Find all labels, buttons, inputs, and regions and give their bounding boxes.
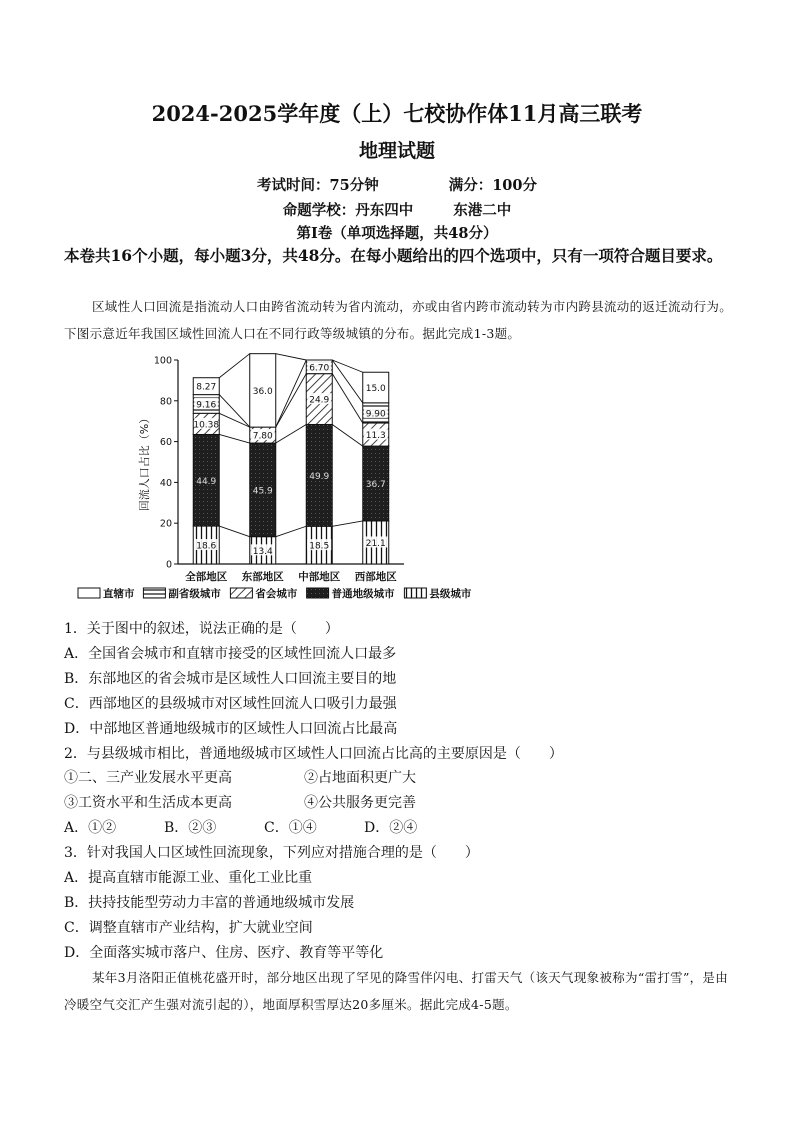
data-label: 10.38 (193, 420, 220, 431)
y-tick-label: 60 (159, 437, 172, 449)
data-label: 44.9 (196, 476, 217, 487)
segment-connector (219, 395, 250, 428)
exam-title: 2024-2025学年度（上）七校协作体11月高三联考 (151, 101, 643, 126)
data-label: 11.3 (365, 431, 386, 442)
setter-schools (0, 199, 794, 220)
data-label: 9.90 (365, 409, 386, 420)
question-3-stem: 3．针对我国人口区域性回流现象，下列应对措施合理的是（ ） (64, 845, 479, 862)
data-label: 18.6 (196, 541, 217, 552)
segment-connector (219, 354, 250, 378)
question-1-option-a[interactable]: A．全国省会城市和直辖市接受的区域性回流人口最多 (64, 645, 397, 662)
question-2-option-d[interactable]: D．②④ (364, 820, 418, 837)
legend-label: 省会城市 (255, 588, 298, 600)
legend-label: 副省级城市 (168, 588, 221, 600)
y-tick-label: 80 (159, 396, 172, 408)
school-one: 命题学校：丹东四中 (282, 202, 414, 219)
data-label: 21.1 (365, 538, 386, 549)
material-passage-1: 区域性人口回流是指流动人口由跨省流动转为省内流动，亦或由省内跨市流动转为市内跨县流动的返迁流动行为。下图示意近年我国区域性回流人口在不同行政等级城镇的分布。据此完成1-3题。 (64, 299, 733, 341)
data-label: 36.7 (365, 480, 386, 491)
data-label: 13.4 (252, 546, 273, 557)
question-3-option-c[interactable]: C．调整直辖市产业结构，扩大就业空间 (64, 919, 313, 936)
data-label: 6.70 (309, 363, 330, 374)
segment-connector (332, 424, 363, 446)
data-label: 15.0 (365, 384, 386, 395)
data-label: 36.0 (252, 386, 273, 397)
question-2-option-a[interactable]: A．①② (64, 820, 117, 837)
statement-2: ②占地面积更广大 (304, 770, 416, 787)
question-2-statements-row-2 (64, 791, 732, 816)
segment-connector (219, 434, 250, 443)
statement-3: ③工资水平和生活成本更高 (64, 795, 232, 812)
data-label: 18.5 (309, 541, 330, 552)
exam-time: 考试时间：75分钟 (257, 177, 379, 194)
legend-swatch (143, 588, 165, 598)
question-2-stem: 2．与县级城市相比，普通地级城市区域性人口回流占比高的主要原因是（ ） (64, 745, 563, 762)
x-tick-label: 东部地区 (241, 571, 284, 583)
question-1-option-d[interactable]: D．中部地区普通地级城市的区域性人口回流占比最高 (64, 720, 398, 737)
question-1-option-b[interactable]: B．东部地区的省会城市是区域性人口回流主要目的地 (64, 670, 397, 687)
segment-connector (332, 521, 363, 526)
question-2-options (64, 816, 732, 841)
legend-swatch (404, 588, 426, 598)
exam-info (0, 174, 794, 195)
segment-connector (276, 360, 307, 427)
x-tick-label: 中部地区 (298, 571, 341, 583)
y-tick-label: 40 (159, 477, 172, 489)
question-3-option-b[interactable]: B．扶持技能型劳动力丰富的普通地级城市发展 (64, 894, 355, 911)
subject-title: 地理试题 (358, 140, 435, 162)
x-tick-label: 全部地区 (185, 571, 228, 583)
statement-1: ①二、三产业发展水平更高 (64, 770, 232, 787)
legend-label: 直辖市 (103, 588, 135, 600)
question-1-stem: 1．关于图中的叙述，说法正确的是（ ） (64, 621, 339, 637)
section-heading: 第Ⅰ卷（单项选择题，共48分） (296, 225, 498, 242)
school-two: 东港二中 (453, 202, 512, 219)
legend-swatch (307, 588, 329, 598)
y-tick-label: 100 (153, 355, 172, 367)
question-2-statements-row-1 (64, 766, 732, 791)
question-3-option-a[interactable]: A．提高直辖市能源工业、重化工业比重 (64, 870, 313, 887)
legend-label: 普通地级城市 (331, 588, 395, 600)
question-1-option-c[interactable]: C．西部地区的县级城市对区域性回流人口吸引力最强 (64, 695, 397, 712)
full-score: 满分：100分 (448, 177, 537, 194)
instructions: 本卷共16个小题，每小题3分，共48分。在每小题给出的四个选项中，只有一项符合题目要求。 (64, 246, 723, 265)
legend-swatch (230, 588, 252, 598)
segment-connector (276, 424, 307, 443)
segment-connector (276, 526, 307, 536)
data-label: 24.9 (309, 395, 330, 406)
data-label: 8.27 (196, 382, 217, 393)
legend-label: 县级城市 (429, 588, 472, 600)
legend-swatch (78, 588, 100, 598)
y-axis-label: 回流人口占比（%） (138, 412, 151, 512)
data-label: 7.80 (252, 431, 273, 442)
question-2-option-c[interactable]: C．①④ (264, 820, 317, 837)
material-passage-2: 某年3月洛阳正值桃花盛开时，部分地区出现了罕见的降雪伴闪电、打雷天气（该天气现象被称为“雷打雪”，是由冷暖空气交汇产生强对流引起的），地面厚积雪厚达20多厘米。据此完成4-5题。 (64, 970, 729, 1012)
question-2-option-b[interactable]: B．②③ (164, 820, 217, 837)
data-label: 45.9 (252, 486, 273, 497)
data-label: 49.9 (309, 471, 330, 482)
segment-connector (219, 413, 250, 427)
y-tick-label: 0 (165, 559, 172, 571)
segment-connector (219, 526, 250, 537)
segment-connector (276, 374, 307, 427)
y-tick-label: 20 (159, 518, 172, 530)
statement-4: ④公共服务更完善 (304, 795, 416, 812)
question-list (64, 617, 732, 966)
segment-connector (276, 354, 307, 360)
question-3-option-d[interactable]: D．全面落实城市落户、住房、医疗、教育等平等化 (64, 944, 384, 961)
data-label: 9.16 (196, 400, 217, 411)
stacked-bar-chart (74, 352, 514, 612)
x-tick-label: 西部地区 (354, 571, 397, 583)
